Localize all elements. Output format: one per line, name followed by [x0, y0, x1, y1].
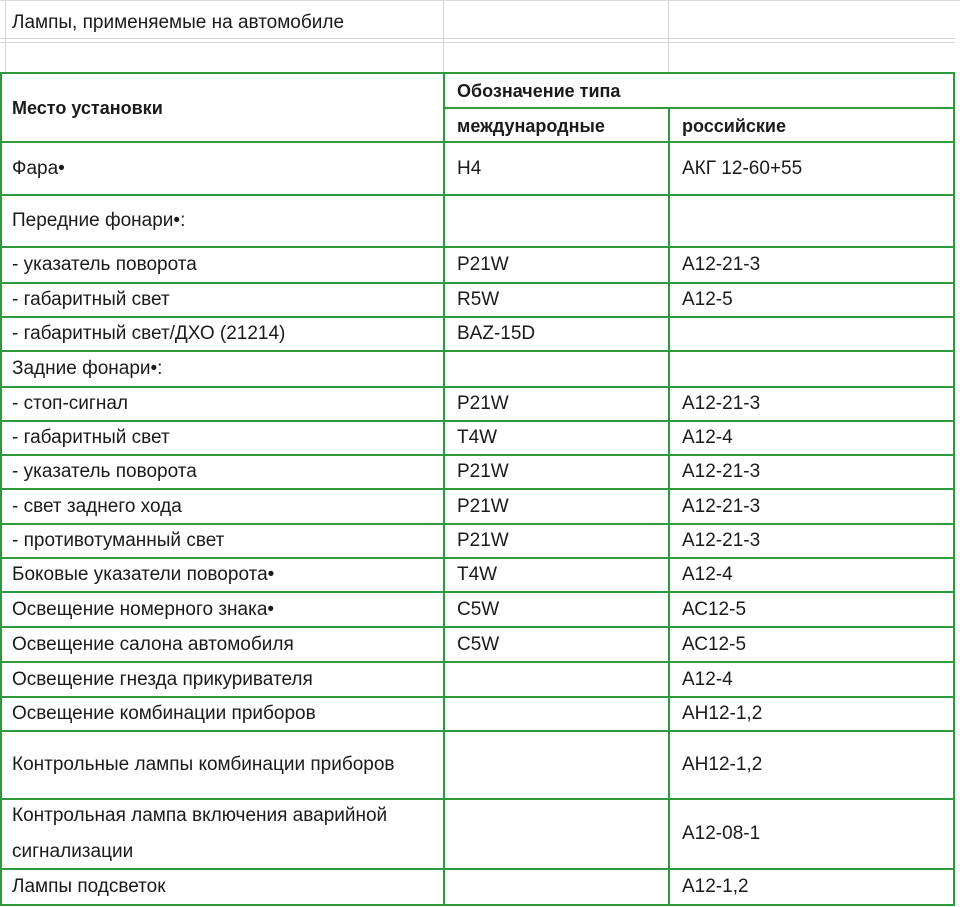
row-intl-cell: [445, 799, 668, 869]
table-border: [0, 316, 955, 318]
sheet-gridline: [5, 0, 6, 72]
row-intl-cell: C5W: [457, 633, 500, 655]
row-place-cell: - противотуманный свет: [12, 530, 225, 551]
row-place-cell: Освещение номерного знака•: [12, 598, 275, 620]
table-border: [0, 194, 955, 196]
row-place-cell: - свет заднего хода: [12, 495, 182, 517]
row-intl-cell: P21W: [457, 254, 509, 275]
table-title: Лампы, применяемые на автомобиле: [12, 12, 345, 33]
location-header: Место установки: [12, 98, 163, 118]
table-border: [668, 107, 670, 906]
row-ru-cell: АКГ 12-60+55: [682, 157, 803, 179]
row-ru-cell: А12-21-3: [682, 393, 761, 414]
table-border: [0, 626, 955, 628]
row-intl-cell: P21W: [457, 530, 509, 551]
row-place-cell: - габаритный свет: [12, 427, 170, 448]
table-border: [0, 141, 955, 143]
table-border: [0, 386, 955, 388]
row-ru-cell: [670, 351, 953, 387]
table-border: [0, 798, 955, 800]
row-place-cell: - указатель поворота: [12, 254, 197, 275]
row-place-cell: - указатель поворота: [12, 461, 197, 482]
row-ru-cell: А12-4: [682, 564, 733, 585]
row-intl-cell: P21W: [457, 393, 509, 414]
table-border: [0, 282, 955, 284]
table-border: [0, 868, 955, 870]
row-intl-cell: P21W: [457, 461, 509, 482]
row-place-cell: - стоп-сигнал: [12, 393, 128, 414]
table-border: [953, 72, 955, 906]
intl-header: международные: [457, 115, 605, 136]
row-ru-cell: [670, 317, 953, 351]
row-intl-cell: BAZ-15D: [457, 323, 536, 344]
row-ru-cell: А12-1,2: [682, 876, 749, 897]
row-ru-cell: А12-21-3: [682, 461, 761, 482]
type-header: Обозначение типа: [457, 81, 621, 101]
row-place-cell: Контрольные лампы комбинации приборов: [12, 754, 395, 775]
row-intl-cell: [445, 662, 668, 697]
row-place-cell: - габаритный свет: [12, 289, 170, 310]
row-intl-cell: [445, 869, 668, 905]
row-ru-cell: А12-5: [682, 289, 733, 310]
row-place-cell: Освещение гнезда прикуривателя: [12, 668, 313, 690]
table-border: [0, 661, 955, 663]
table-border: [0, 696, 955, 698]
table-border: [0, 246, 955, 248]
row-intl-cell: [445, 351, 668, 387]
ru-header: российские: [682, 115, 787, 136]
row-place-cell: Лампы подсветок: [12, 876, 166, 897]
row-ru-cell: А12-21-3: [682, 254, 761, 275]
row-place-cell: Задние фонари•:: [12, 358, 163, 379]
row-place-cell: Контрольная лампа включения аварийной сигнализации: [12, 805, 388, 862]
row-intl-cell: T4W: [457, 564, 498, 585]
table-border: [0, 454, 955, 456]
row-place-cell: Освещение салона автомобиля: [12, 633, 294, 655]
row-ru-cell: А12-21-3: [682, 530, 761, 551]
row-ru-cell: [670, 195, 953, 247]
row-intl-cell: P21W: [457, 495, 509, 517]
row-intl-cell: R5W: [457, 289, 500, 310]
sheet-gridline: [0, 42, 955, 43]
table-border: [0, 730, 955, 732]
row-ru-cell: А12-08-1: [682, 823, 761, 844]
table-border: [0, 72, 2, 906]
row-ru-cell: А12-21-3: [682, 495, 761, 517]
table-border: [0, 488, 955, 490]
row-ru-cell: А12-4: [682, 668, 733, 690]
table-border: [0, 350, 955, 352]
table-border: [445, 107, 955, 109]
row-ru-cell: АН12-1,2: [682, 703, 763, 724]
row-intl-cell: [445, 697, 668, 731]
top-gridline: [0, 0, 960, 1]
sheet-gridline: [443, 0, 444, 72]
row-intl-cell: C5W: [457, 598, 500, 620]
row-ru-cell: АС12-5: [682, 633, 747, 655]
table-border: [0, 557, 955, 559]
sheet-gridline: [0, 38, 955, 39]
table-border: [0, 904, 955, 906]
row-ru-cell: АС12-5: [682, 598, 747, 620]
row-place-cell: Боковые указатели поворота•: [12, 564, 275, 585]
row-ru-cell: АН12-1,2: [682, 754, 763, 775]
sheet-gridline: [668, 0, 669, 72]
row-place-cell: - габаритный свет/ДХО (21214): [12, 323, 286, 344]
row-intl-cell: T4W: [457, 427, 498, 448]
row-intl-cell: H4: [457, 157, 482, 179]
row-ru-cell: А12-4: [682, 427, 733, 448]
table-border: [443, 72, 445, 906]
row-place-cell: Фара•: [12, 157, 65, 179]
table-border: [0, 591, 955, 593]
table-border: [0, 420, 955, 422]
row-intl-cell: [445, 195, 668, 247]
row-place-cell: Передние фонари•:: [12, 210, 186, 231]
row-place-cell: Освещение комбинации приборов: [12, 703, 316, 724]
row-intl-cell: [445, 731, 668, 799]
table-border: [0, 523, 955, 525]
table-border: [0, 72, 955, 74]
